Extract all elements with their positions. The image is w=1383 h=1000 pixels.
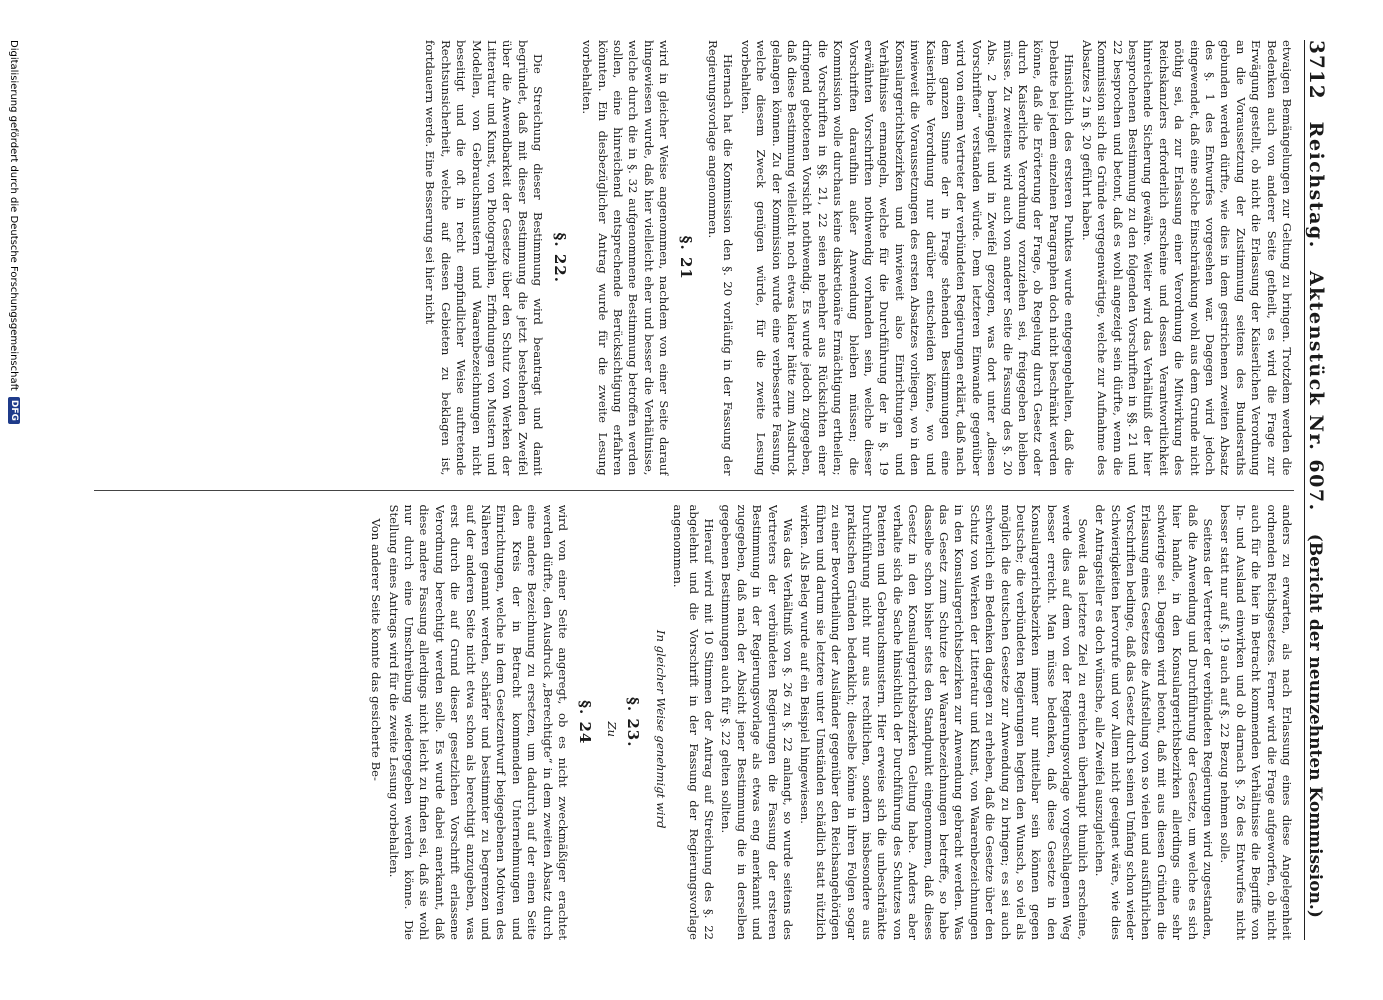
dfg-logo: DFG [8, 397, 20, 424]
paragraph: anders zu erwarten, als nach Erlassung eines diese Angelegenheit ordnenden Reichsgesetzes. Ferner wird die Frage aufgeworfen, ob nicht auch für die hier in Betracht kommenden Verhältnisse die Begriffe von In- und Ausland einwirken und ob darnach §. 26 des Entwurfes nicht besser statt nur auf §. 19 auch auf §. 22 Bezug nehmen solle. [1218, 504, 1294, 940]
paragraph: Hiernach hat die Kommission den §. 20 vorläufig in der Fassung der Regierungsvorlage angenommen. [705, 40, 736, 476]
digitization-note [8, 40, 20, 424]
paragraph: Soweit das letztere Ziel zu erreichen überhaupt thunlich erscheine, werde dies auf dem von der Regierungsvorlage vorgeschlagenen Weg besser erreicht. Man müsse bedenken, daß diese Gesetze in den Konsulargerichtsbezirken immer nur mittelbar sein können gegen Deutsche; die verbündeten Regierungen hegten den Wunsch, so viel als möglich die deutschen Gesetze zur Anwendung zu bringen; es sei auch schwerlich ein Bedenken dagegen zu erheben, daß die Gesetze über den Schutz von Werken der Litteratur und Kunst, von Waarenbezeichnungen in den Konsulargerichtsbezirken zur Anwendung gebracht werden. Was das Gesetz zum Schutze der Waarenbezeichnungen betreffe, so habe dasselbe schon bisher stets den Standpunkt eingenommen, daß dieses Gesetz in den Konsulargerichtsbezirken Geltung habe. Anders aber verhalte sich die Sache hinsichtlich der Durchführung des Schutzes von Patenten und Gebrauchsmustern. Hier erweise sich die unbeschränkte Durchführung nicht nur aus rechtlichen, sondern insbesondere aus praktischen Gründen bedenklich; dieselbe könne in ihren Folgen sogar zu einer Bevortheilung der Ausländer gegenüber den Reichsangehörigen führen und darum sie letztere unter Umständen schädlich statt nützlich wirken. Als Beleg wurde auf ein Beispiel hingewiesen. [798, 504, 1090, 940]
page-header [1304, 40, 1333, 940]
page-number: 3712 [1305, 40, 1329, 100]
paragraph: Die Streichung dieser Bestimmung wird beantragt und damit begründet, daß mit dieser Bestimmung die jetzt bestehenden Zweifel über die Anwendbarkeit der Gesetze über den Schutz von Werken der Litteratur und Kunst, von Photographien, Erfindungen von Mustern und Modellen, von Gebrauchsmustern und Waarenbezeichnungen nicht beseitigt und die oft in recht empfindlicher Weise auftretende Rechtsunsicherheit, welche auf diesen Gebieten zu beklagen ist, fortdauern werde. Eine Besserung sei hier nicht [423, 40, 546, 476]
paragraph: Was das Verhältniß von §. 26 zu §. 22 anlangt, so wurde seitens des Vertreters der verbündeten Regierungen die Fassung der ersteren Bestimmung in der Regierungsvorlage als etwas eng anerkannt und zugegeben, daß nach der Absicht jener Bestimmung die in derselben gegebenen Bestimmungen auch für §. 22 gelten sollten. [719, 504, 795, 940]
right-column [94, 505, 1294, 941]
paragraph: wird von einer Seite angeregt, ob es nicht zweckmäßiger erachtet werden dürfte, den Ausdruck „Berechtigte“ in dem zweiten Absatz durch eine andere Bezeichnung zu ersetzen, um dadurch auf der einen Seite den Kreis der in Betracht kommenden Unternehmungen und Einrichtungen, welche in dem Gesetzentwurf beigegebenen Motiven des Näheren genannt werden, schärfer und bestimmter zu begrenzen und auf der anderen Seite nicht etwa schon als berechtigt anzugeben, was erst durch die auf Grund dieser gesetzlichen Vorschrift erlassene Verordnung berechtigt werden solle. Es wurde dabei anerkannt, daß diese andere Fassung allerdings nicht leicht zu finden sei, daß sie wohl nur durch eine Umschreibung wiedergegeben werden könne. Die Stellung eines Antrags wird für die zweite Lesung vorbehalten. [386, 504, 571, 940]
document-number: Aktenstück Nr. 607. [1305, 270, 1327, 512]
paragraph: Hierauf wird mit 10 Stimmen der Antrag auf Streichung des §. 22 abgelehnt und die Vorschrift in der Fassung der Regierungsvorlage angenommen. [671, 504, 716, 940]
text-columns [94, 40, 1294, 940]
page-title: Reichstag. [1305, 121, 1327, 249]
section-heading: §. 21 [676, 235, 695, 280]
paragraph: Hinsichtlich des ersteren Punktes wurde entgegengehalten, daß die Debatte bei jedem einzelnen Paragraphen doch nicht beschränkt werden könne, daß die Erörterung der Frage, ob Regelung durch Gesetz oder durch Kaiserliche Verordnung vorzuziehen sei, freigegeben bleiben müsse. Zu zweitens wird auch von anderer Seite die Fassung des §. 20 Abs. 2 bemängelt und in Zweifel gezogen, was dort unter „diesen Vorschriften“ verstanden würde. Dem letzteren Einwande gegenüber wird von einem Vertreter der verbündeten Regierungen erklärt, daß nach dem ganzen Sinne der in Frage stehenden Bestimmungen eine Kaiserliche Verordnung nur darüber entscheiden könne, wo und inwieweit die Voraussetzungen des ersten Absatzes vorliegen, wo in den Konsulargerichtsbezirken und inwieweit also Einrichtungen und Verhältnisse ermangeln, welche für die Durchführung der in §. 19 erwähnten Vorschriften nothwendig vorhanden sein, welche dieser Vorschriften daraufhin außer Anwendung bleiben müssen; die Kommission wolle durchaus keine diskretionäre Ermächtigung ertheilen; die Vorschriften in §§. 21, 22 seien nebenher aus Rücksichten einer dringend gebotenen Vorsicht nothwendig. Es wurde jedoch zugegeben, daß diese Bestimmung vielleicht noch etwas klarer hätte zum Ausdruck gelangen können. Zu der Kommission wurde eine verbesserte Fassung, welche diesem Zweck genügen würde, für die zweite Lesung vorbehalten. [738, 40, 1077, 476]
column-divider [94, 490, 1294, 491]
paragraph: wird in gleicher Weise angenommen, nachdem von einer Seite darauf hingewiesen wurde, daß hier vielleicht eher und besser die Verhältnisse, welche durch die in §. 32 aufgenommene Bestimmung betroffen werden sollen, eine hinreichend entsprechende Berücksichtigung erfahren könnten. Ein diesbezüglicher Antrag wurde für die zweite Lesung vorbehalten. [580, 40, 672, 476]
page-subtitle: (Bericht der neunzehnten Kommission.) [1305, 533, 1325, 918]
paragraph: etwaigen Bemängelungen zur Geltung zu bringen. Trotzdem werden die Bedenken auch von anderer Seite getheilt, es wird die Frage zur Erwägung gestellt, ob nicht die Erlassung der Kaiserlichen Verordnung an die Voraussetzung der Zustimmung seitens des Bundesraths gebunden werden dürfte, wie dies in dem gestrichenen zweiten Absatz des §. 1 des Entwurfes vorgesehen war. Dagegen wird jedoch eingewendet, daß eine solche Einschränkung wohl aus dem Grunde nicht nöthig sei, da zur Erlassung einer Verordnung die Mitwirkung des Reichskanzlers erforderlich erscheine und dessen Verantwortlichkeit hinreichende Sicherung gewähre. Weiter wird das Verhältniß der hier besprochenen Bestimmung zu den folgenden Vorschriften in §§. 21 und 22 besprochen und betont, daß es wohl angezeigt sein dürfte, wenn die Kommission sich die Gründe vergegenwärtige, welche zur Aufnahme des Absatzes 2 in §. 20 geführt haben. [1079, 40, 1294, 476]
paragraph: Von anderer Seite konnte das gesicherte Be- [369, 518, 384, 781]
section-heading: §. 22. [550, 232, 569, 283]
paragraph: Seitens der Vertreter der verbündeten Regierungen wird zugestanden, daß die Anwendung und Durchführung der Gesetze, um welche es sich hier handle, in den Konsulargerichtsbezirken allerdings eine sehr schwierige sei. Dagegen wird betont, daß mit aus diesen Gründen die Erlassung eines Gesetzes die Aufstellung von so vielen und ausführlichen Vorschriften bedinge, daß das Gesetz durch seinen Umfang schon wieder Schwierigkeiten hervorrufe und vor Allem nicht geeignet wäre, wie dies der Antragsteller es doch wünsche, alle Zweifel auszugleichen. [1093, 504, 1215, 940]
section-heading: §. 24 [575, 700, 594, 745]
left-column [94, 40, 1294, 476]
paragraph: In gleicher Weise genehmigt wird [653, 629, 668, 829]
paragraph: Zu [604, 721, 619, 738]
section-heading: §. 23. [624, 697, 643, 748]
digitization-text: Digitalisierung gefördert durch die Deutsche Forschungsgemeinschaft [8, 40, 20, 391]
